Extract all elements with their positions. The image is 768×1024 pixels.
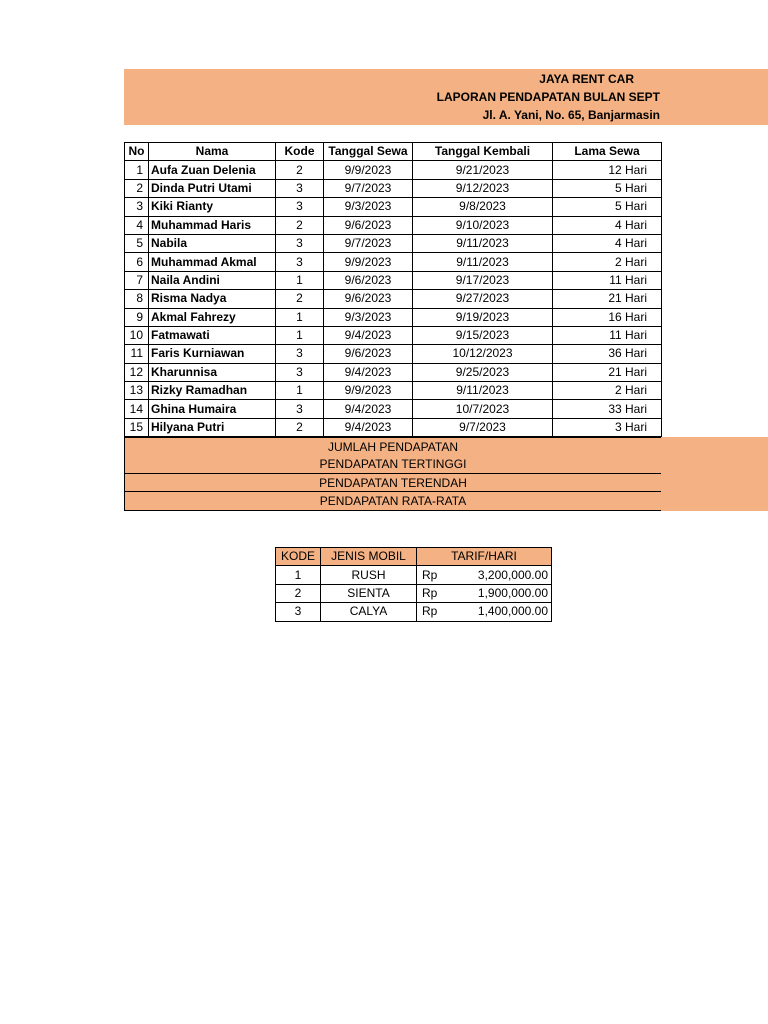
table-row <box>125 198 662 216</box>
tarif-amount: 1,900,000.00 <box>443 584 552 602</box>
tarif-col-tarif: TARIF/HARI <box>417 548 552 566</box>
row-no: 9 <box>125 308 149 326</box>
table-row <box>125 326 662 344</box>
row-tanggal-kembali: 9/15/2023 <box>413 326 553 344</box>
row-tanggal-kembali: 9/17/2023 <box>413 271 553 289</box>
row-lama-sewa: 4 Hari <box>553 234 662 252</box>
tarif-jenis: SIENTA <box>321 584 417 602</box>
row-kode: 2 <box>276 290 324 308</box>
row-kode: 2 <box>276 161 324 179</box>
row-lama-sewa: 3 Hari <box>553 418 662 436</box>
row-no: 6 <box>125 253 149 271</box>
row-no: 3 <box>125 198 149 216</box>
row-nama: Muhammad Haris <box>149 216 276 234</box>
tarif-row <box>276 566 552 584</box>
row-tanggal-kembali: 9/19/2023 <box>413 308 553 326</box>
row-tanggal-kembali: 9/25/2023 <box>413 363 553 381</box>
row-tanggal-sewa: 9/9/2023 <box>324 253 413 271</box>
tarif-col-kode: KODE <box>276 548 321 566</box>
row-nama: Aufa Zuan Delenia <box>149 161 276 179</box>
table-row <box>125 271 662 289</box>
table-row <box>125 382 662 400</box>
row-kode: 2 <box>276 216 324 234</box>
row-no: 1 <box>125 161 149 179</box>
tarif-kode: 2 <box>276 584 321 602</box>
row-tanggal-sewa: 9/6/2023 <box>324 290 413 308</box>
row-tanggal-kembali: 9/21/2023 <box>413 161 553 179</box>
row-tanggal-kembali: 9/8/2023 <box>413 198 553 216</box>
row-kode: 3 <box>276 253 324 271</box>
row-tanggal-sewa: 9/6/2023 <box>324 271 413 289</box>
company-name: JAYA RENT CAR <box>539 72 634 86</box>
row-lama-sewa: 16 Hari <box>553 308 662 326</box>
row-kode: 3 <box>276 234 324 252</box>
row-nama: Akmal Fahrezy <box>149 308 276 326</box>
tarif-row <box>276 584 552 602</box>
row-lama-sewa: 2 Hari <box>553 382 662 400</box>
row-no: 4 <box>125 216 149 234</box>
row-tanggal-sewa: 9/6/2023 <box>324 345 413 363</box>
tarif-table <box>275 547 552 622</box>
row-nama: Faris Kurniawan <box>149 345 276 363</box>
row-tanggal-sewa: 9/3/2023 <box>324 198 413 216</box>
row-no: 7 <box>125 271 149 289</box>
tarif-header-row <box>276 548 552 566</box>
row-tanggal-sewa: 9/4/2023 <box>324 418 413 436</box>
table-row <box>125 290 662 308</box>
report-title: LAPORAN PENDAPATAN BULAN SEPT <box>436 90 660 104</box>
row-tanggal-kembali: 9/11/2023 <box>413 382 553 400</box>
table-header-row <box>125 143 662 161</box>
tarif-currency: Rp <box>417 584 443 602</box>
tarif-amount: 1,400,000.00 <box>443 603 552 621</box>
row-kode: 2 <box>276 418 324 436</box>
row-tanggal-kembali: 9/11/2023 <box>413 234 553 252</box>
row-kode: 3 <box>276 400 324 418</box>
row-lama-sewa: 36 Hari <box>553 345 662 363</box>
summary-label: JUMLAH PENDAPATAN <box>124 437 661 456</box>
row-tanggal-sewa: 9/4/2023 <box>324 326 413 344</box>
row-nama: Nabila <box>149 234 276 252</box>
row-tanggal-kembali: 9/11/2023 <box>413 253 553 271</box>
tarif-jenis: RUSH <box>321 566 417 584</box>
company-address: Jl. A. Yani, No. 65, Banjarmasin <box>482 108 660 122</box>
row-kode: 3 <box>276 363 324 381</box>
row-tanggal-sewa: 9/6/2023 <box>324 216 413 234</box>
row-no: 14 <box>125 400 149 418</box>
col-tanggal-kembali: Tanggal Kembali <box>413 143 553 161</box>
row-kode: 3 <box>276 198 324 216</box>
row-no: 8 <box>125 290 149 308</box>
row-lama-sewa: 5 Hari <box>553 179 662 197</box>
tarif-col-jenis: JENIS MOBIL <box>321 548 417 566</box>
table-row <box>125 418 662 436</box>
row-nama: Ghina Humaira <box>149 400 276 418</box>
row-no: 10 <box>125 326 149 344</box>
row-tanggal-kembali: 9/27/2023 <box>413 290 553 308</box>
col-no: No <box>125 143 149 161</box>
row-lama-sewa: 11 Hari <box>553 326 662 344</box>
row-lama-sewa: 12 Hari <box>553 161 662 179</box>
table-row <box>125 253 662 271</box>
col-kode: Kode <box>276 143 324 161</box>
row-lama-sewa: 21 Hari <box>553 290 662 308</box>
row-tanggal-kembali: 10/7/2023 <box>413 400 553 418</box>
table-row <box>125 161 662 179</box>
row-tanggal-sewa: 9/4/2023 <box>324 400 413 418</box>
row-kode: 1 <box>276 382 324 400</box>
table-row <box>125 308 662 326</box>
summary-row <box>124 492 768 510</box>
row-no: 5 <box>125 234 149 252</box>
tarif-kode: 1 <box>276 566 321 584</box>
row-kode: 1 <box>276 308 324 326</box>
row-kode: 3 <box>276 179 324 197</box>
row-lama-sewa: 21 Hari <box>553 363 662 381</box>
row-lama-sewa: 4 Hari <box>553 216 662 234</box>
report-header <box>124 69 768 125</box>
table-row <box>125 345 662 363</box>
row-kode: 1 <box>276 271 324 289</box>
summary-label: PENDAPATAN TERENDAH <box>124 474 661 492</box>
row-no: 13 <box>125 382 149 400</box>
tarif-currency: Rp <box>417 603 443 621</box>
col-nama: Nama <box>149 143 276 161</box>
row-nama: Fatmawati <box>149 326 276 344</box>
row-lama-sewa: 2 Hari <box>553 253 662 271</box>
table-row <box>125 400 662 418</box>
row-nama: Dinda Putri Utami <box>149 179 276 197</box>
row-tanggal-sewa: 9/9/2023 <box>324 161 413 179</box>
row-lama-sewa: 11 Hari <box>553 271 662 289</box>
table-row <box>125 216 662 234</box>
table-row <box>125 179 662 197</box>
col-tanggal-sewa: Tanggal Sewa <box>324 143 413 161</box>
row-tanggal-sewa: 9/7/2023 <box>324 234 413 252</box>
row-tanggal-kembali: 9/7/2023 <box>413 418 553 436</box>
row-nama: Hilyana Putri <box>149 418 276 436</box>
row-lama-sewa: 5 Hari <box>553 198 662 216</box>
summary-row <box>124 474 768 492</box>
rental-table <box>124 142 662 437</box>
row-tanggal-kembali: 9/12/2023 <box>413 179 553 197</box>
row-tanggal-sewa: 9/3/2023 <box>324 308 413 326</box>
row-tanggal-sewa: 9/4/2023 <box>324 363 413 381</box>
summary-label: PENDAPATAN TERTINGGI <box>124 455 661 473</box>
row-kode: 1 <box>276 326 324 344</box>
row-no: 12 <box>125 363 149 381</box>
tarif-row <box>276 603 552 621</box>
row-no: 11 <box>125 345 149 363</box>
tarif-amount: 3,200,000.00 <box>443 566 552 584</box>
row-no: 2 <box>125 179 149 197</box>
tarif-jenis: CALYA <box>321 603 417 621</box>
col-lama-sewa: Lama Sewa <box>553 143 662 161</box>
row-nama: Kharunnisa <box>149 363 276 381</box>
tarif-kode: 3 <box>276 603 321 621</box>
row-no: 15 <box>125 418 149 436</box>
row-tanggal-kembali: 10/12/2023 <box>413 345 553 363</box>
row-nama: Kiki Rianty <box>149 198 276 216</box>
tarif-currency: Rp <box>417 566 443 584</box>
row-tanggal-sewa: 9/9/2023 <box>324 382 413 400</box>
table-row <box>125 234 662 252</box>
summary-block <box>124 437 768 511</box>
row-kode: 3 <box>276 345 324 363</box>
row-nama: Risma Nadya <box>149 290 276 308</box>
summary-row <box>124 437 768 455</box>
row-nama: Muhammad Akmal <box>149 253 276 271</box>
row-tanggal-kembali: 9/10/2023 <box>413 216 553 234</box>
row-nama: Rizky Ramadhan <box>149 382 276 400</box>
row-lama-sewa: 33 Hari <box>553 400 662 418</box>
table-row <box>125 363 662 381</box>
row-tanggal-sewa: 9/7/2023 <box>324 179 413 197</box>
summary-row <box>124 455 768 473</box>
summary-label: PENDAPATAN RATA-RATA <box>124 492 661 510</box>
row-nama: Naila Andini <box>149 271 276 289</box>
